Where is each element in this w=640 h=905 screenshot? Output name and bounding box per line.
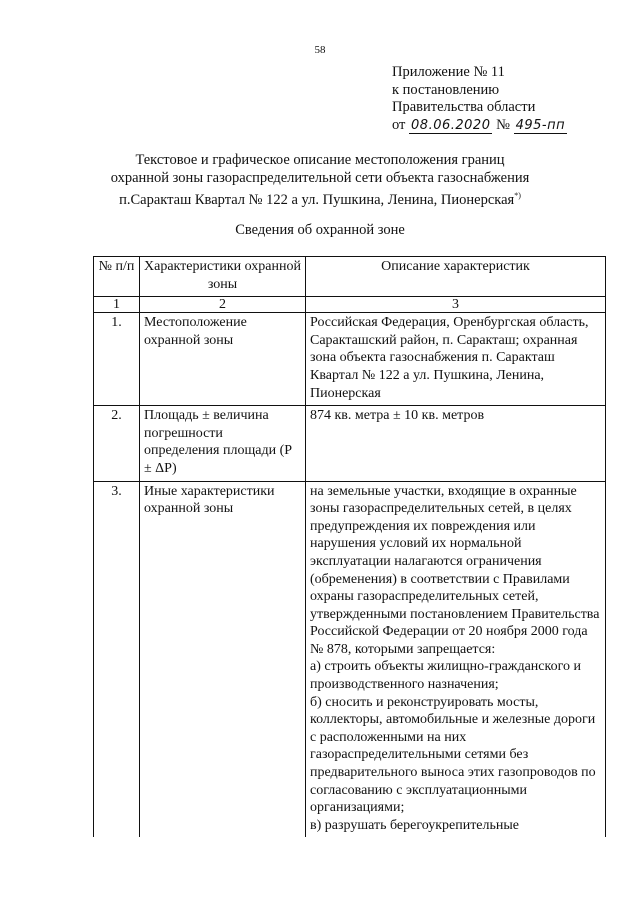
index-cell: 3 <box>306 297 606 313</box>
footnote-mark: *) <box>514 191 521 200</box>
row-number: 3. <box>94 481 140 837</box>
document-title <box>0 152 640 209</box>
row-description: Российская Федерация, Оренбургская область, Саракташский район, п. Саракташ; охранная зона объекта газоснабжения п. Саракташ Квартал № 122 а ул. Пушкина, Ленина, Пионерская <box>306 313 606 406</box>
from-label: от <box>392 116 406 133</box>
table-row <box>94 313 606 406</box>
index-cell: 2 <box>140 297 306 313</box>
row-characteristic: Местоположение охранной зоны <box>140 313 306 406</box>
header-desc: Описание характеристик <box>306 257 606 297</box>
table-header-row <box>94 257 606 297</box>
header-num: № п/п <box>94 257 140 297</box>
number-label: № <box>496 116 510 133</box>
appendix-line-3: Правительства области <box>392 99 536 115</box>
title-line-1: Текстовое и графическое описание местоположения границ <box>135 152 505 168</box>
row-characteristic: Иные характеристики охранной зоны <box>140 481 306 837</box>
handwritten-number: 495-пп <box>515 117 566 133</box>
index-cell: 1 <box>94 297 140 313</box>
table-index-row <box>94 297 606 313</box>
title-line-2: охранной зоны газораспределительной сети объекта газоснабжения <box>110 169 530 186</box>
appendix-line-1: Приложение № 11 <box>392 64 505 80</box>
row-description <box>306 481 606 837</box>
handwritten-date: 08.06.2020 <box>411 117 491 133</box>
row-number: 1. <box>94 313 140 406</box>
row-number: 2. <box>94 406 140 481</box>
row-characteristic: Площадь ± величина погрешности определения площади (P ± ΔP) <box>140 406 306 481</box>
restriction-item-a: а) строить объекты жилищно-гражданского и производственного назначения; <box>310 659 581 693</box>
restrictions-intro: на земельные участки, входящие в охранные зоны газораспределительных сетей, в целях предупреждения их повреждения или нарушения условий их нормальной эксплуатации налагаются ограничения (обременения) в соответствии с Правилами охраны газораспределительных сетей, утвержденными постановлением Правительства Российской Федерации от 20 ноября 2000 года № 878, которыми запрещается: <box>310 483 600 657</box>
table-row <box>94 406 606 481</box>
protection-zone-table <box>93 256 606 837</box>
title-line-3 <box>0 187 640 209</box>
appendix-date-line <box>392 117 567 135</box>
restriction-item-b: б) сносить и реконструировать мосты, коллекторы, автомобильные и железные дороги с расположенными на них газораспределительными сетями без предварительного выноса этих газопроводов по согласованию с эксплуатационными организациями; <box>310 694 596 816</box>
section-subtitle: Сведения об охранной зоне <box>235 222 405 238</box>
table-row <box>94 481 606 837</box>
appendix-block <box>392 64 567 134</box>
appendix-line-2: к постановлению <box>392 81 500 98</box>
title-line-3-text: п.Саракташ Квартал № 122 а ул. Пушкина, Ленина, Пионерская <box>119 191 515 208</box>
page-number: 58 <box>314 44 326 56</box>
header-name: Характеристики охранной зоны <box>140 257 306 297</box>
restriction-item-c: в) разрушать берегоукрепительные <box>310 817 520 833</box>
row-description: 874 кв. метра ± 10 кв. метров <box>306 406 606 481</box>
